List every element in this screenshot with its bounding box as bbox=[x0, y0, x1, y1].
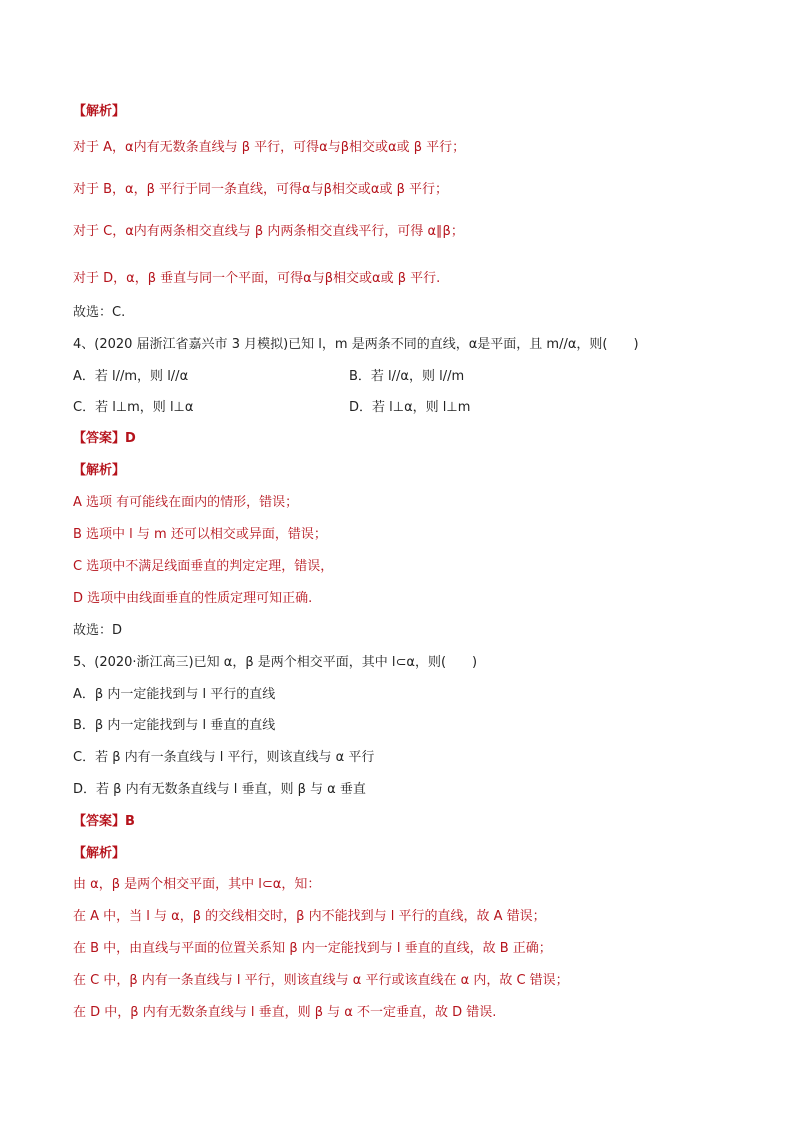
text-line: 在 B 中，由直线与平面的位置关系知 β 内一定能找到与 l 垂直的直线，故 B 正确； bbox=[73, 941, 552, 956]
text-line: 【解析】 bbox=[73, 463, 126, 478]
text-line: B 选项中 l 与 m 还可以相交或异面，错误； bbox=[73, 527, 327, 542]
text-line: 【答案】D bbox=[73, 431, 136, 446]
text-line: A．β 内一定能找到与 l 平行的直线 bbox=[73, 687, 276, 702]
text-line: 故选：D bbox=[73, 623, 123, 638]
q4-option-c: C．若 l⊥m，则 l⊥α bbox=[73, 400, 194, 415]
text-line: 由 α，β 是两个相交平面，其中 l⊂α，知： bbox=[73, 877, 321, 892]
text-line: 【解析】 bbox=[73, 104, 126, 119]
text-line: A 选项 有可能线在面内的情形，错误； bbox=[73, 495, 299, 510]
text-line: D 选项中由线面垂直的性质定理可知正确. bbox=[73, 591, 313, 606]
text-line: 在 C 中，β 内有一条直线与 l 平行，则该直线与 α 平行或该直线在 α 内，故 C 错误； bbox=[73, 973, 569, 988]
text-line: C．若 β 内有一条直线与 l 平行，则该直线与 α 平行 bbox=[73, 750, 375, 765]
q4-option-b: B．若 l//α，则 l//m bbox=[349, 369, 465, 384]
text-line: 4、(2020 届浙江省嘉兴市 3 月模拟)已知 l，m 是两条不同的直线，α是平面，且 m//α，则( ) bbox=[73, 337, 639, 352]
text-line: 5、(2020·浙江高三)已知 α，β 是两个相交平面，其中 l⊂α，则( ) bbox=[73, 655, 478, 670]
text-line: 对于 D，α，β 垂直与同一个平面，可得α与β相交或α或 β 平行. bbox=[73, 271, 441, 286]
text-line: 在 A 中，当 l 与 α，β 的交线相交时，β 内不能找到与 l 平行的直线，故 A 错误； bbox=[73, 909, 546, 924]
text-line: 故选：C. bbox=[73, 305, 126, 320]
text-line: 对于 A，α内有无数条直线与 β 平行，可得α与β相交或α或 β 平行； bbox=[73, 140, 466, 155]
q4-option-d: D．若 l⊥α，则 l⊥m bbox=[349, 400, 471, 415]
text-line: 对于 C，α内有两条相交直线与 β 内两条相交直线平行，可得 α∥β； bbox=[73, 224, 464, 239]
q4-option-a: A．若 l//m，则 l//α bbox=[73, 369, 189, 384]
text-line: 对于 B，α，β 平行于同一条直线，可得α与β相交或α或 β 平行； bbox=[73, 182, 449, 197]
text-line: B．β 内一定能找到与 l 垂直的直线 bbox=[73, 718, 276, 733]
text-line: 【解析】 bbox=[73, 846, 126, 861]
text-line: C 选项中不满足线面垂直的判定定理，错误， bbox=[73, 559, 334, 574]
text-line: D．若 β 内有无数条直线与 l 垂直，则 β 与 α 垂直 bbox=[73, 782, 366, 797]
text-line: 【答案】B bbox=[73, 814, 135, 829]
text-line: 在 D 中，β 内有无数条直线与 l 垂直，则 β 与 α 不一定垂直，故 D 错误. bbox=[73, 1005, 497, 1020]
